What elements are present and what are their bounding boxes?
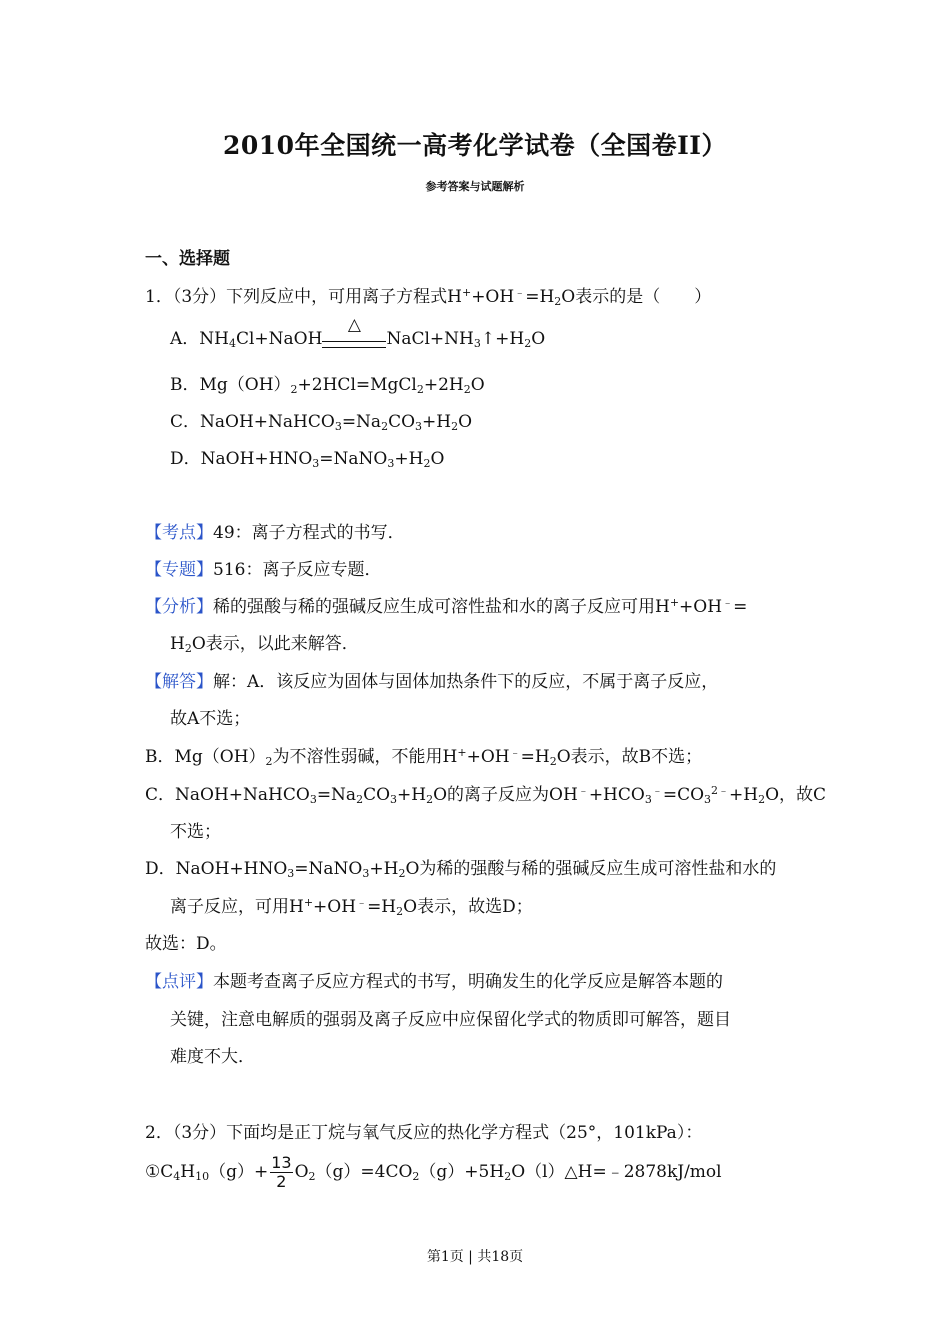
- jieda-line-1: 【解答】解：A．该反应为固体与固体加热条件下的反应，不属于离子反应，: [145, 672, 719, 692]
- jieda-d-line-2: 离子反应，可用$H^++OH^﹣=H_2O$表示，故选D；: [170, 896, 533, 918]
- dianping-line-2: 关键，注意电解质的强弱及离子反应中应保留化学式的物质即可解答，题目: [170, 1010, 731, 1030]
- question-2-equation-1: $①C_4H_{10}(g)+$ $\frac{13}{2}$ $O_2(g)=4CO_2(g)+5H_2O(l)\triangle H=﹣2878kJ$/mol: [145, 1153, 722, 1191]
- question-1-stem: 1．（3分）下列反应中，可用离子方程式$H^++OH^﹣=H_2O$表示的是（ ）: [145, 286, 712, 308]
- option-a: A．$NH_4Cl+NaOH$ △ $NaCl+NH_3↑+H_2O$: [170, 315, 546, 350]
- kaodian-line: 【考点】49：离子方程式的书写．: [145, 523, 405, 543]
- answer-line: 故选：D。: [145, 934, 227, 954]
- fenxi-line-2: $H_2O$表示，以此来解答．: [170, 634, 359, 655]
- jieda-c-line-1: C．$NaOH+NaHCO_3=Na_2CO_3+H_2O$的离子反应为$OH^﹣+HCO_3^﹣=CO_3^{2﹣}+H_2O$，故C: [145, 784, 827, 806]
- page-footer: 第1页 | 共18页: [426, 1249, 524, 1265]
- question-2-stem: 2．（3分）下面均是正丁烷与氧气反应的热化学方程式（25°，101kPa）：: [145, 1123, 703, 1143]
- fenxi-line-1: 【分析】稀的强酸与稀的强碱反应生成可溶性盐和水的离子反应可用H++OH﹣=: [145, 596, 748, 617]
- jieda-c-line-2: 不选；: [170, 822, 221, 842]
- page-title: 2010年全国统一高考化学试卷（全国卷II）: [223, 131, 727, 160]
- dianping-tag: 【点评】: [145, 972, 213, 992]
- dianping-line-3: 难度不大．: [170, 1047, 255, 1067]
- option-d: D．$NaOH+HNO_3=NaNO_3+H_2O$: [170, 449, 445, 470]
- delta-icon: △: [347, 315, 361, 335]
- kaodian-tag: 【考点】: [145, 523, 213, 543]
- fraction-13-over-2: $\frac{13}{2}$: [271, 1153, 292, 1191]
- dianping-line-1: 【点评】本题考查离子反应方程式的书写，明确发生的化学反应是解答本题的: [145, 972, 723, 992]
- jieda-line-2: 故A不选；: [170, 709, 251, 729]
- option-b: B．$Mg(OH)_2+2HCl=MgCl_2+2H_2O$: [170, 375, 485, 396]
- jieda-tag: 【解答】: [145, 672, 213, 692]
- heat-equals-sign: [322, 315, 386, 351]
- jieda-b-line: B．$Mg(OH)_2$为不溶性弱碱，不能用$H^++OH^﹣=H_2O$表示，故B不选；: [145, 746, 703, 768]
- zhuanti-line: 【专题】516：离子反应专题．: [145, 560, 382, 580]
- page-subtitle: 参考答案与试题解析: [425, 180, 525, 193]
- section-heading: 一、选择题: [145, 249, 230, 269]
- zhuanti-tag: 【专题】: [145, 560, 213, 580]
- fenxi-tag: 【分析】: [145, 597, 213, 617]
- jieda-d-line-1: D．$NaOH+HNO_3=NaNO_3+H_2O$为稀的强酸与稀的强碱反应生成可溶性盐和水的: [145, 859, 777, 880]
- option-c: C．$NaOH+NaHCO_3=Na_2CO_3+H_2O$: [170, 412, 473, 433]
